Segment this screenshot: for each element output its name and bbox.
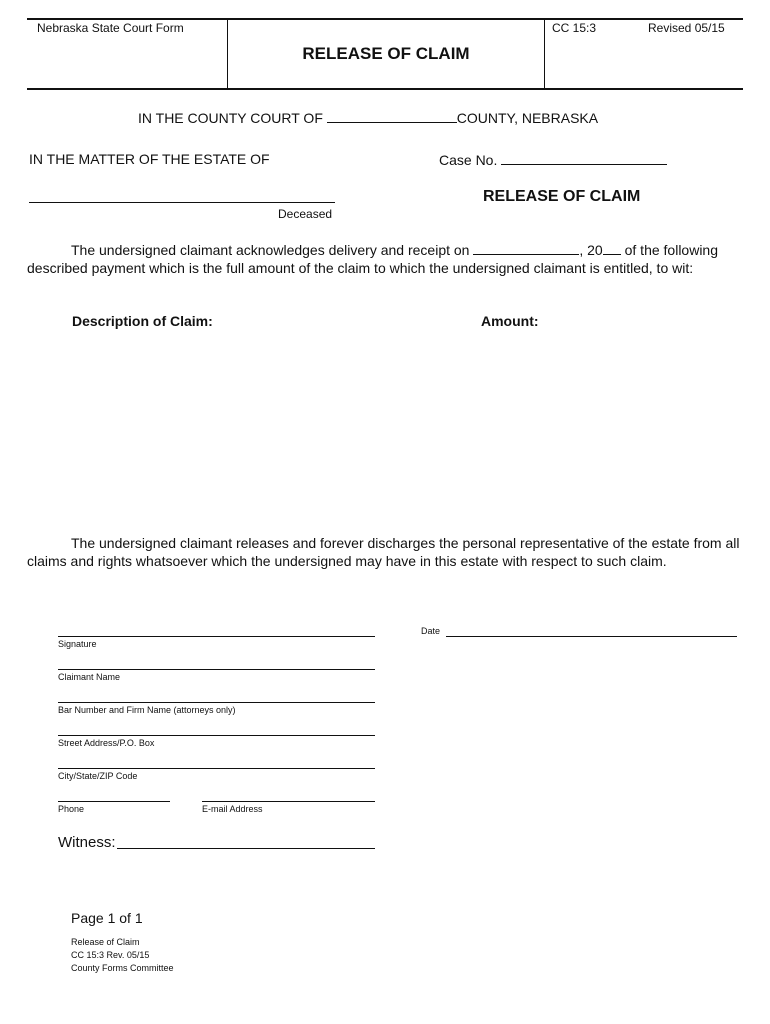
email-label: E-mail Address [202, 804, 263, 814]
footer-line-1: Release of Claim [71, 937, 140, 947]
agency-label: Nebraska State Court Form [37, 21, 184, 35]
decedent-name-line[interactable] [29, 202, 335, 203]
ack-text-2: , 20 [579, 242, 603, 258]
bar-number-field[interactable] [58, 702, 375, 715]
form-number: CC 15:3 [552, 21, 597, 35]
form-title: RELEASE OF CLAIM [302, 44, 470, 63]
court-caption [138, 109, 598, 126]
case-no-label: Case No. [439, 152, 498, 168]
page-number: Page 1 of 1 [71, 910, 143, 926]
release-text: The undersigned claimant releases and forever discharges the personal representative of the estate from all claims and rights whatsoever which the undersigned may have in this estate with respect to such claim. [27, 535, 740, 569]
signature-field[interactable] [58, 636, 375, 649]
county-blank[interactable] [327, 109, 457, 123]
header-top-rule [27, 18, 743, 20]
release-title: RELEASE OF CLAIM [483, 188, 641, 205]
footer-line-2: CC 15:3 Rev. 05/15 [71, 950, 150, 960]
footer-line-3: County Forms Committee [71, 963, 174, 973]
email-field[interactable] [202, 801, 375, 814]
street-address-field[interactable] [58, 735, 375, 748]
claimant-name-label: Claimant Name [58, 672, 121, 682]
street-address-label: Street Address/P.O. Box [58, 738, 155, 748]
ack-text-3: of the following described payment which is the full amount of the claim to which the undersigned claimant is entitled, to wit: [27, 242, 719, 276]
amount-header: Amount: [481, 313, 539, 329]
estate-of-label: IN THE MATTER OF THE ESTATE OF [29, 151, 270, 167]
ack-text-1: The undersigned claimant acknowledges delivery and receipt on [71, 242, 470, 258]
receipt-date-blank[interactable] [473, 241, 579, 255]
bar-number-label: Bar Number and Firm Name (attorneys only) [58, 705, 236, 715]
city-state-zip-label: City/State/ZIP Code [58, 771, 138, 781]
year-blank[interactable] [603, 241, 621, 255]
court-prefix: IN THE COUNTY COURT OF [138, 110, 323, 126]
case-number [439, 151, 667, 168]
phone-label: Phone [58, 804, 85, 814]
acknowledgment-paragraph [27, 241, 743, 277]
release-paragraph [27, 535, 743, 570]
header-divider-right [544, 18, 545, 88]
witness-label: Witness: [58, 834, 116, 851]
case-no-blank[interactable] [501, 151, 667, 165]
deceased-label: Deceased [278, 207, 333, 221]
witness-line[interactable] [117, 848, 375, 849]
city-state-zip-field[interactable] [58, 768, 375, 781]
claimant-name-field[interactable] [58, 669, 375, 682]
description-header: Description of Claim: [72, 313, 213, 329]
court-suffix: COUNTY, NEBRASKA [456, 110, 599, 126]
signature-label: Signature [58, 639, 97, 649]
phone-field[interactable] [58, 801, 170, 814]
revised-date: Revised 05/15 [648, 21, 725, 35]
date-label: Date [421, 626, 441, 636]
header-bottom-rule [27, 88, 743, 90]
date-line[interactable] [446, 636, 737, 637]
